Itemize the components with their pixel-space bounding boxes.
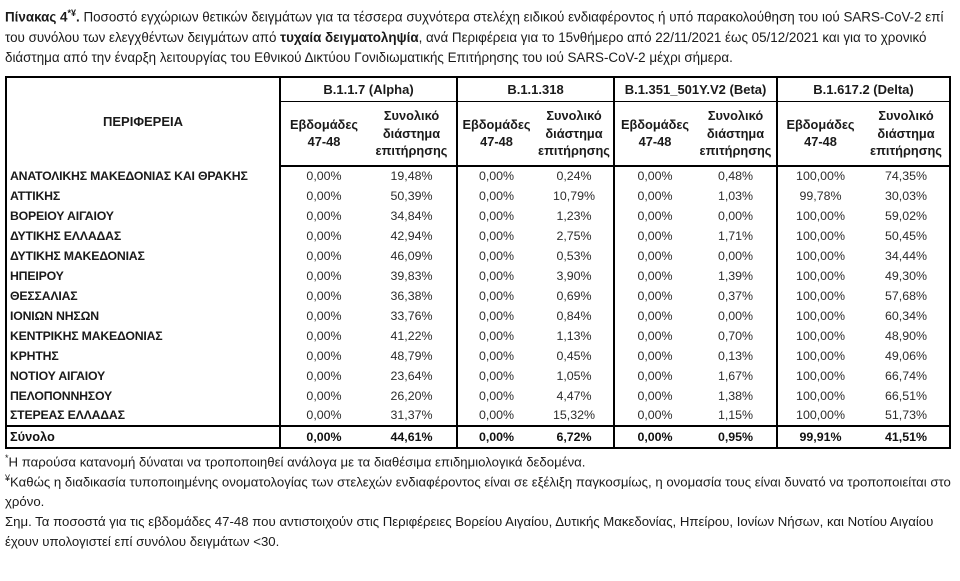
value-cell: 1,67% — [717, 368, 754, 383]
value-cell: 0,00% — [457, 426, 535, 448]
footnote-text: Σημ. Τα ποσοστά για τις εβδομάδες 47-48 που αντιστοιχούν στις Περιφέρειες Βορείου Αιγαίου, Δυτικής Μακεδονίας, Ηπείρου, Ιονίων Νήσων, και Νοτίου Αιγαίου έχουν υπολογιστεί επί συνόλου δειγμάτων <30. — [5, 513, 934, 549]
table-row — [6, 166, 950, 186]
table-row — [6, 266, 950, 286]
value-cell: 0,00% — [280, 166, 367, 186]
value-cell: 99,91% — [777, 426, 863, 448]
value-cell: 0,00% — [614, 366, 695, 386]
subheader-total: Συνολικό διάστημα επιτήρησης — [367, 102, 457, 166]
variant-header-b11318: B.1.1.318 — [457, 77, 614, 102]
footnote-marker: ¥ — [5, 472, 11, 483]
value-cell: 0,00% — [280, 366, 367, 386]
value-cell: 0,00% — [457, 206, 535, 226]
table-row — [6, 206, 950, 226]
value-cell: 66,74% — [885, 368, 928, 383]
value-cell: 0,00% — [614, 166, 695, 186]
value-cell: 34,84% — [390, 208, 433, 223]
value-cell: 26,20% — [390, 388, 433, 403]
value-cell: 41,22% — [390, 328, 433, 343]
value-cell: 49,30% — [885, 268, 928, 283]
value-cell: 19,48% — [390, 169, 433, 184]
value-cell: 0,00% — [614, 286, 695, 306]
value-cell: 0,00% — [457, 186, 535, 206]
value-cell: 0,00% — [280, 306, 367, 326]
footnote-distribution — [5, 452, 952, 472]
value-cell: 0,00% — [280, 346, 367, 366]
value-cell: 100,00% — [777, 306, 863, 326]
footnote-marker: * — [5, 452, 9, 463]
value-cell: 0,00% — [457, 286, 535, 306]
footnotes — [5, 452, 952, 552]
value-cell: 50,39% — [390, 188, 433, 203]
value-cell: 0,00% — [457, 266, 535, 286]
footnote-nomenclature — [5, 472, 952, 512]
caption-separator: . — [75, 9, 84, 25]
value-cell: 100,00% — [777, 326, 863, 346]
value-cell: 44,61% — [367, 426, 457, 448]
footnote-text: Καθώς η διαδικασία τυποποιημένης ονοματολογίας των στελεχών ενδιαφέροντος είναι σε εξέλιξη παγκοσμίως, η ονομασία τους είναι δυνατό να τροποποιείται στο χρόνο. — [5, 474, 951, 509]
value-cell: 100,00% — [777, 286, 863, 306]
value-cell: 39,83% — [390, 268, 433, 283]
value-cell: 34,44% — [885, 248, 928, 263]
value-cell: 0,00% — [457, 246, 535, 266]
value-cell: 36,38% — [390, 288, 433, 303]
region-cell: ΔΥΤΙΚΗΣ ΕΛΛΑΔΑΣ — [10, 228, 121, 243]
subheader-total: Συνολικό διάστημα επιτήρησης — [863, 102, 950, 166]
value-cell: 0,00% — [457, 326, 535, 346]
value-cell: 1,05% — [556, 368, 592, 383]
table-row — [6, 306, 950, 326]
subheader-weeks: Εβδομάδες 47-48 — [280, 102, 367, 166]
value-cell: 15,32% — [553, 408, 596, 423]
subheader-total: Συνολικό διάστημα επιτήρησης — [535, 102, 614, 166]
caption-bold-phrase: τυχαία δειγματοληψία — [280, 29, 419, 45]
value-cell: 41,51% — [863, 426, 950, 448]
region-cell: ΙΟΝΙΩΝ ΝΗΣΩΝ — [10, 308, 99, 323]
region-cell: ΣΤΕΡΕΑΣ ΕΛΛΑΔΑΣ — [10, 408, 125, 423]
value-cell: 0,84% — [556, 308, 592, 323]
table-row — [6, 346, 950, 366]
region-cell: ΔΥΤΙΚΗΣ ΜΑΚΕΔΟΝΙΑΣ — [10, 248, 145, 263]
value-cell: 0,00% — [280, 266, 367, 286]
value-cell: 0,00% — [280, 206, 367, 226]
table-row — [6, 386, 950, 406]
value-cell: 3,90% — [556, 268, 592, 283]
value-cell: 23,64% — [390, 368, 433, 383]
region-cell: ΚΡΗΤΗΣ — [10, 348, 59, 363]
value-cell: 1,38% — [717, 388, 754, 403]
total-label-cell: Σύνολο — [6, 426, 280, 448]
value-cell: 48,90% — [885, 328, 928, 343]
value-cell: 0,24% — [556, 169, 592, 184]
value-cell: 30,03% — [885, 188, 928, 203]
value-cell: 0,00% — [280, 326, 367, 346]
value-cell: 0,00% — [457, 366, 535, 386]
value-cell: 0,00% — [717, 308, 754, 323]
value-cell: 0,53% — [556, 248, 592, 263]
value-cell: 1,71% — [717, 228, 754, 243]
table-row — [6, 226, 950, 246]
region-cell: ΠΕΛΟΠΟΝΝΗΣΟΥ — [10, 388, 113, 403]
subheader-weeks: Εβδομάδες 47-48 — [457, 102, 535, 166]
value-cell: 0,00% — [614, 326, 695, 346]
footnote-sample-size — [5, 512, 952, 552]
region-cell: ΘΕΣΣΑΛΙΑΣ — [10, 288, 78, 303]
value-cell: 99,78% — [777, 186, 863, 206]
value-cell: 31,37% — [390, 408, 433, 423]
value-cell: 0,00% — [614, 226, 695, 246]
region-cell: ΝΟΤΙΟΥ ΑΙΓΑΙΟΥ — [10, 368, 106, 383]
region-cell: ΚΕΝΤΡΙΚΗΣ ΜΑΚΕΔΟΝΙΑΣ — [10, 328, 163, 343]
value-cell: 1,13% — [556, 328, 592, 343]
table-header — [6, 77, 950, 166]
value-cell: 0,00% — [280, 426, 367, 448]
value-cell: 57,68% — [885, 288, 928, 303]
value-cell: 0,00% — [614, 346, 695, 366]
value-cell: 0,00% — [717, 208, 754, 223]
value-cell: 100,00% — [777, 206, 863, 226]
caption-number: Πίνακας 4 — [5, 9, 68, 25]
value-cell: 100,00% — [777, 226, 863, 246]
value-cell: 2,75% — [556, 228, 592, 243]
value-cell: 0,00% — [457, 346, 535, 366]
value-cell: 0,13% — [717, 348, 754, 363]
value-cell: 0,00% — [457, 386, 535, 406]
value-cell: 0,00% — [614, 426, 695, 448]
value-cell: 0,00% — [717, 248, 754, 263]
region-cell: ΗΠΕΙΡΟΥ — [10, 268, 64, 283]
value-cell: 1,23% — [556, 208, 592, 223]
value-cell: 0,00% — [280, 406, 367, 426]
value-cell: 0,70% — [717, 328, 754, 343]
table-row — [6, 406, 950, 426]
region-column-header: ΠΕΡΙΦΕΡΕΙΑ — [102, 114, 184, 130]
footnote-text: Η παρούσα κατανομή δύναται να τροποποιηθεί ανάλογα με τα διαθέσιμα επιδημιολογικά δεδομένα. — [8, 453, 586, 469]
value-cell: 49,06% — [885, 348, 928, 363]
value-cell: 46,09% — [390, 248, 433, 263]
variant-surveillance-table — [5, 76, 951, 449]
value-cell: 0,00% — [457, 226, 535, 246]
value-cell: 42,94% — [390, 228, 433, 243]
table-caption — [5, 7, 952, 69]
value-cell: 6,72% — [535, 426, 614, 448]
variant-header-delta: B.1.617.2 (Delta) — [777, 77, 950, 102]
value-cell: 0,00% — [280, 226, 367, 246]
table-row — [6, 326, 950, 346]
value-cell: 0,00% — [280, 386, 367, 406]
value-cell: 1,03% — [717, 188, 754, 203]
value-cell: 50,45% — [885, 228, 928, 243]
value-cell: 0,48% — [717, 169, 754, 184]
value-cell: 0,00% — [280, 186, 367, 206]
total-row — [6, 426, 950, 448]
value-cell: 51,73% — [885, 408, 928, 423]
value-cell: 100,00% — [777, 246, 863, 266]
value-cell: 1,15% — [717, 408, 754, 423]
value-cell: 0,00% — [457, 406, 535, 426]
value-cell: 0,00% — [614, 186, 695, 206]
value-cell: 100,00% — [777, 386, 863, 406]
caption-text-1: Ποσοστό εγχώριων θετικών δειγμάτων για τα τέσσερα συχνότερα στελέχη ειδικού ενδιαφέροντος ή υπό παρακολούθηση του ιού SARS-CoV-2 επί του συνόλου των ελεγχθέντων δειγμάτων από — [5, 9, 944, 45]
subheader-weeks: Εβδομάδες 47-48 — [614, 102, 695, 166]
value-cell: 0,00% — [457, 166, 535, 186]
value-cell: 0,00% — [614, 266, 695, 286]
caption-footnote-markers: *¥ — [67, 8, 76, 18]
value-cell: 100,00% — [777, 366, 863, 386]
value-cell: 0,00% — [280, 286, 367, 306]
value-cell: 4,47% — [556, 388, 592, 403]
caption-text-2: , ανά Περιφέρεια για το 15νθήμερο από 22/11/2021 έως 05/12/2021 και για το χρονικό διάστημα από την έναρξη λειτουργίας του Εθνικού Δικτύου Γονιδιωματικής Επιτήρησης του ιού SARS-CoV-2 μέχρι σήμερα. — [5, 29, 927, 66]
region-cell: ΑΝΑΤΟΛΙΚΗΣ ΜΑΚΕΔΟΝΙΑΣ ΚΑΙ ΘΡΑΚΗΣ — [10, 168, 248, 183]
value-cell: 0,00% — [457, 306, 535, 326]
subheader-weeks: Εβδομάδες 47-48 — [777, 102, 863, 166]
value-cell: 100,00% — [777, 166, 863, 186]
value-cell: 100,00% — [777, 406, 863, 426]
value-cell: 1,39% — [717, 268, 754, 283]
value-cell: 59,02% — [885, 208, 928, 223]
value-cell: 66,51% — [885, 388, 928, 403]
value-cell: 33,76% — [390, 308, 433, 323]
subheader-total: Συνολικό διάστημα επιτήρησης — [695, 102, 777, 166]
value-cell: 10,79% — [553, 188, 596, 203]
value-cell: 0,00% — [280, 246, 367, 266]
table-row — [6, 186, 950, 206]
value-cell: 74,35% — [885, 169, 928, 184]
table-row — [6, 246, 950, 266]
table-row — [6, 286, 950, 306]
value-cell: 0,00% — [614, 406, 695, 426]
value-cell: 0,00% — [614, 206, 695, 226]
region-cell: ΑΤΤΙΚΗΣ — [10, 188, 61, 203]
value-cell: 0,00% — [614, 246, 695, 266]
value-cell: 48,79% — [390, 348, 433, 363]
variant-header-beta: B.1.351_501Y.V2 (Beta) — [614, 77, 777, 102]
value-cell: 0,00% — [614, 386, 695, 406]
value-cell: 0,69% — [556, 288, 592, 303]
value-cell: 0,37% — [717, 288, 754, 303]
variant-header-alpha: B.1.1.7 (Alpha) — [280, 77, 457, 102]
value-cell: 100,00% — [777, 266, 863, 286]
value-cell: 60,34% — [885, 308, 928, 323]
value-cell: 0,00% — [614, 306, 695, 326]
table-row — [6, 366, 950, 386]
variant-header-row — [6, 77, 950, 102]
table-body — [6, 166, 950, 448]
value-cell: 100,00% — [777, 346, 863, 366]
value-cell: 0,95% — [695, 426, 777, 448]
region-cell: ΒΟΡΕΙΟΥ ΑΙΓΑΙΟΥ — [10, 208, 114, 223]
value-cell: 0,45% — [556, 348, 592, 363]
